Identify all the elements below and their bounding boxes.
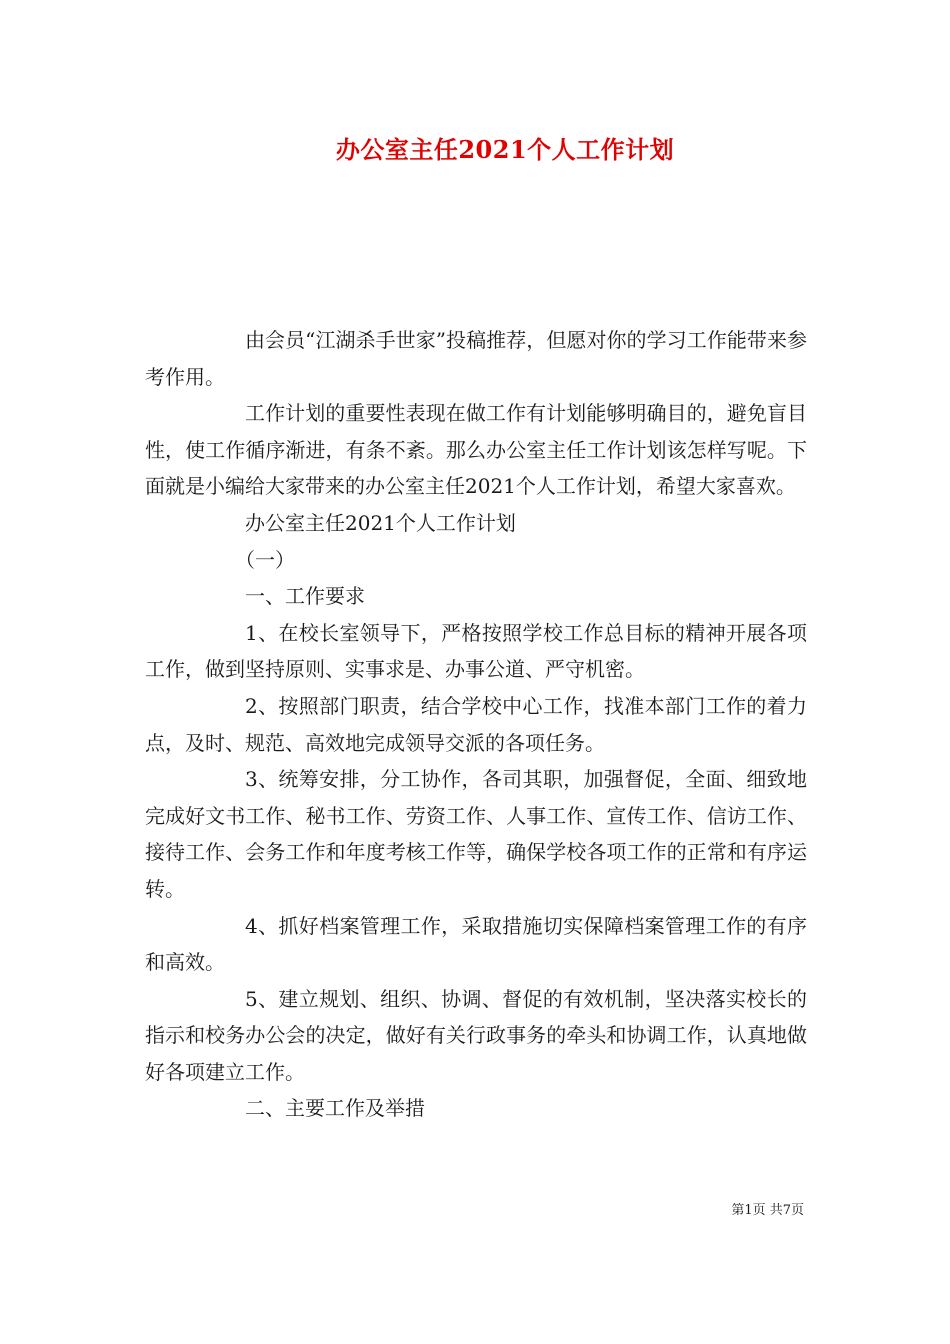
heading-main-work: 二、主要工作及举措 <box>245 1096 425 1121</box>
document-title: 办公室主任2021个人工作计划 <box>335 135 675 164</box>
page-indicator: 第1页 共7页 <box>731 1203 804 1218</box>
paragraph-importance: 工作计划的重要性表现在做工作有计划能够明确目的，避免盲目性，使工作循序渐进，有条不紊。那么办公室主任工作计划该怎样写呢。下面就是小编给大家带来的办公室主任2021个人工作计划，希望大家喜欢。 <box>145 401 807 499</box>
list-item-requirement-5: 5、建立规划、组织、协调、督促的有效机制，坚决落实校长的指示和校务办公会的决定，做好有关行政事务的牵头和协调工作，认真地做好各项建立工作。 <box>145 986 807 1084</box>
heading-work-requirements: 一、工作要求 <box>245 584 365 609</box>
paragraph-section-number: （一） <box>235 547 295 572</box>
paragraph-intro: 由会员“江湖杀手世家”投稿推荐，但愿对你的学习工作能带来参考作用。 <box>145 328 807 389</box>
list-item-requirement-4: 4、抓好档案管理工作，采取措施切实保障档案管理工作的有序和高效。 <box>145 913 807 975</box>
list-item-requirement-2: 2、按照部门职责，结合学校中心工作，找准本部门工作的着力点，及时、规范、高效地完成领导交派的各项任务。 <box>145 693 807 755</box>
list-item-requirement-3: 3、统筹安排，分工协作，各司其职，加强督促，全面、细致地完成好文书工作、秘书工作、劳资工作、人事工作、宣传工作、信访工作、接待工作、会务工作和年度考核工作等，确保学校各项工作的正常和有序运转。 <box>145 767 807 901</box>
paragraph-subtitle: 办公室主任2021个人工作计划 <box>245 510 516 535</box>
document-body <box>145 322 807 1127</box>
list-item-requirement-1: 1、在校长室领导下，严格按照学校工作总目标的精神开展各项工作，做到坚持原则、实事求是、办事公道、严守机密。 <box>145 620 807 682</box>
